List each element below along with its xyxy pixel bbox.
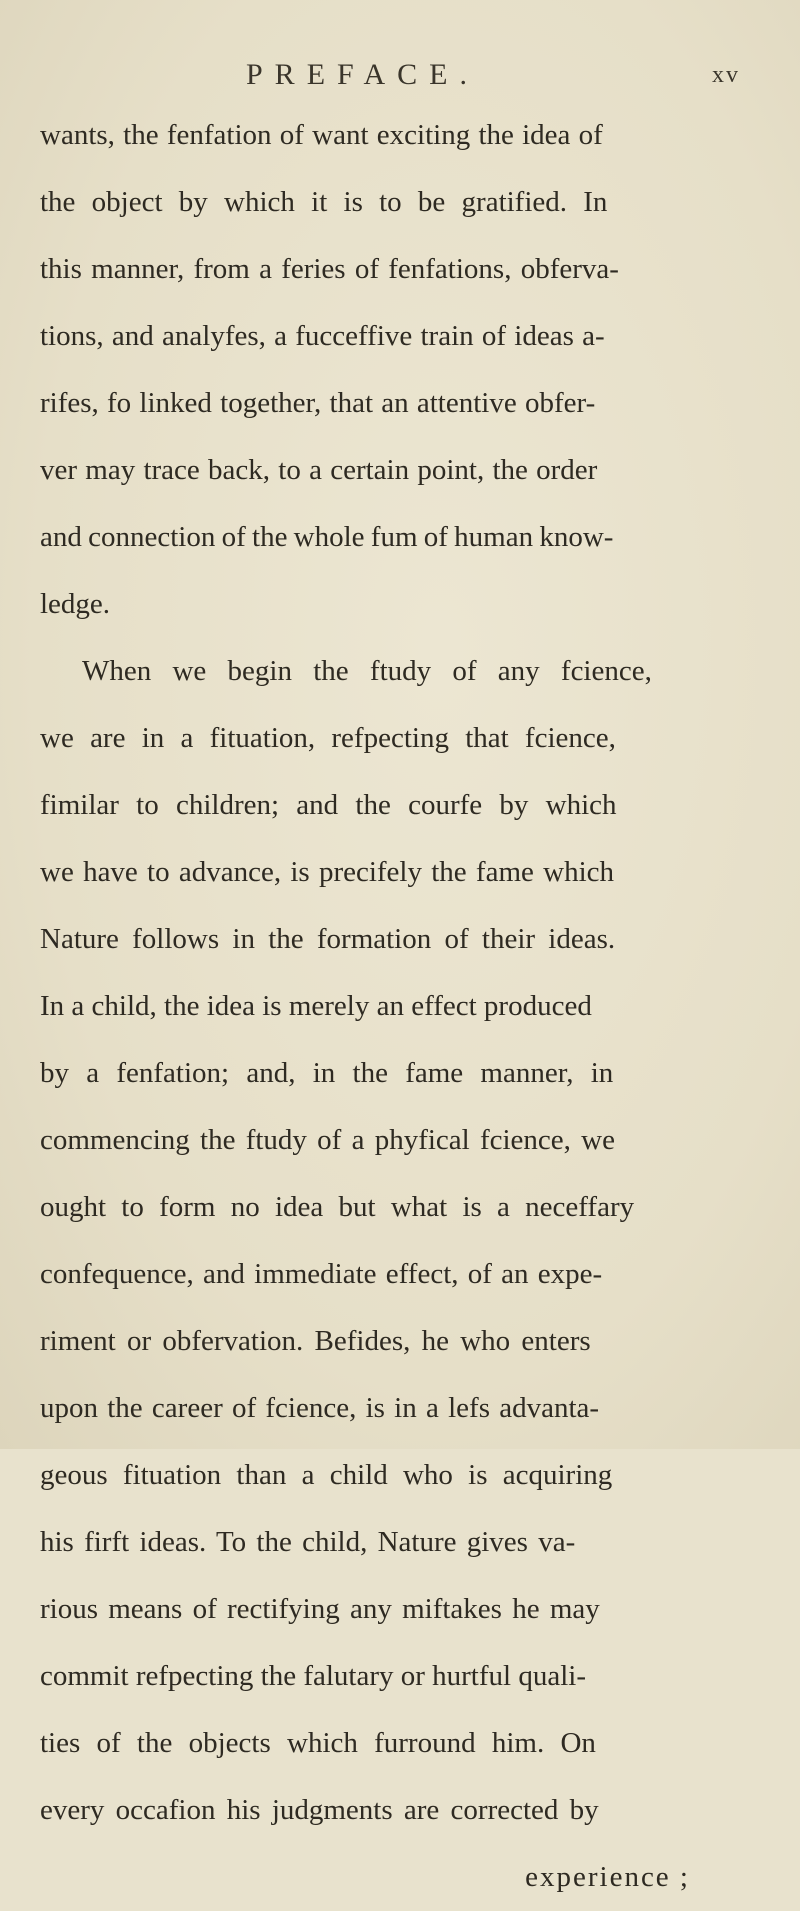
text-line: geous fituation than a child who is acquiring xyxy=(40,1459,613,1491)
text-line: every occafion his judgments are corrected by xyxy=(40,1794,599,1826)
text-line: commencing the ftudy of a phyfical fcience, we xyxy=(40,1124,615,1156)
text-line: rifes, fo linked together, that an attentive obfer- xyxy=(40,387,596,419)
text-line: ver may trace back, to a certain point, the order xyxy=(40,454,598,486)
catchword: experience ; xyxy=(525,1861,690,1893)
text-line: ought to form no idea but what is a neceffary xyxy=(40,1191,635,1223)
text-line: wants, the fenfation of want exciting the idea of xyxy=(40,119,603,151)
text-line: In a child, the idea is merely an effect produced xyxy=(40,990,592,1022)
text-line: rious means of rectifying any miftakes he may xyxy=(40,1593,600,1625)
text-line: the object by which it is to be gratified. In xyxy=(40,186,608,218)
text-line: ledge. xyxy=(40,588,111,620)
page-header xyxy=(0,58,800,98)
text-line: his firft ideas. To the child, Nature gives va- xyxy=(40,1526,576,1558)
text-line: commit refpecting the falutary or hurtful quali- xyxy=(40,1660,586,1692)
body-text xyxy=(40,102,770,1911)
text-line: by a fenfation; and, in the fame manner, in xyxy=(40,1057,614,1089)
running-title: PREFACE. xyxy=(246,58,479,91)
text-line: we are in a fituation, refpecting that fcience, xyxy=(40,722,616,754)
text-line: this manner, from a feries of fenfations, obferva- xyxy=(40,253,619,285)
text-line: fimilar to children; and the courfe by which xyxy=(40,789,617,821)
text-line: ties of the objects which furround him. On xyxy=(40,1727,596,1759)
text-line: we have to advance, is precifely the fame which xyxy=(40,856,614,888)
page-number: xv xyxy=(712,62,740,88)
text-line: Nature follows in the formation of their ideas. xyxy=(40,923,616,955)
text-line: riment or obfervation. Befides, he who enters xyxy=(40,1325,591,1357)
paragraph-start-line: When we begin the ftudy of any fcience, xyxy=(82,655,652,687)
text-line: upon the career of fcience, is in a lefs advanta- xyxy=(40,1392,600,1424)
text-line: tions, and analyfes, a fucceffive train of ideas a- xyxy=(40,320,605,352)
text-line: confequence, and immediate effect, of an expe- xyxy=(40,1258,603,1290)
text-line: and connection of the whole fum of human know- xyxy=(40,521,614,553)
